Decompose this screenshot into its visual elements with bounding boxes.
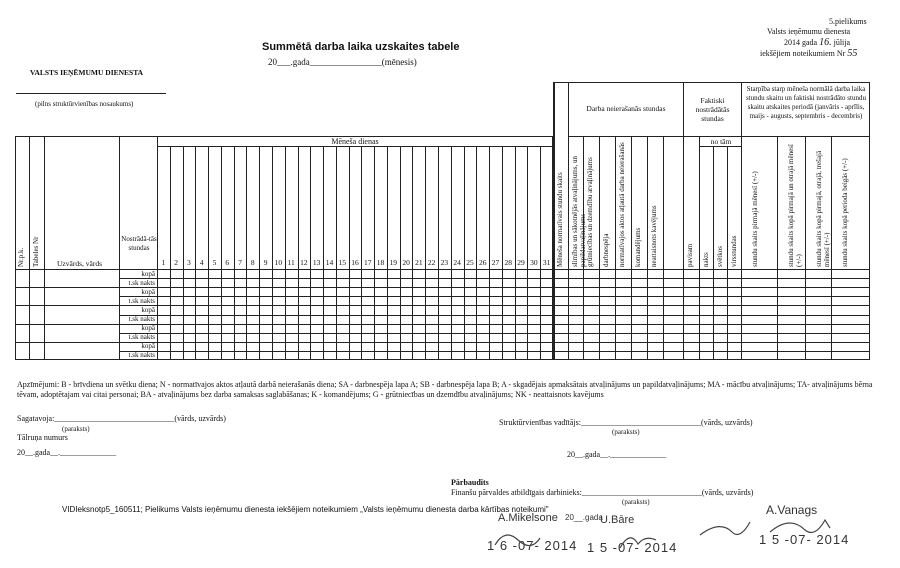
day-col-line bbox=[527, 146, 528, 360]
absent-col-line bbox=[599, 136, 600, 360]
header-actual-col: nakts bbox=[702, 252, 710, 267]
col-line bbox=[157, 136, 158, 360]
fin-name-caption: (vārds, uzvārds) bbox=[701, 488, 754, 497]
fin-label: Finanšu pārvaldes atbildīgais darbinieks: bbox=[451, 488, 582, 497]
header-absent-col: komandējums bbox=[634, 227, 642, 267]
day-number: 17 bbox=[364, 258, 372, 267]
group-line bbox=[741, 82, 742, 360]
actual-col-line bbox=[727, 146, 728, 360]
period-prefix: 20 bbox=[268, 57, 277, 67]
day-number: 8 bbox=[250, 258, 255, 267]
day-col-line bbox=[387, 146, 388, 360]
header-absent-col: darbnespēja bbox=[602, 233, 610, 267]
day-number: 24 bbox=[453, 258, 461, 267]
header-planned: Nostrādā-tās stundas bbox=[121, 235, 157, 252]
col-line bbox=[44, 136, 45, 360]
absent-col-line bbox=[615, 136, 616, 360]
row-line bbox=[119, 278, 870, 279]
row-label: t.sk nakts bbox=[128, 278, 155, 287]
day-col-line bbox=[285, 146, 286, 360]
day-number: 31 bbox=[542, 258, 551, 267]
day-col-line bbox=[438, 146, 439, 360]
day-col-line bbox=[336, 146, 337, 360]
group-line bbox=[568, 82, 569, 360]
row-label: t.sk nakts bbox=[128, 351, 155, 360]
day-col-line bbox=[374, 146, 375, 360]
header-date-handwritten: 16. bbox=[819, 37, 832, 48]
day-number: 23 bbox=[440, 258, 449, 267]
day-number: 3 bbox=[187, 258, 191, 267]
month-days-line bbox=[157, 146, 553, 147]
diff-col-line bbox=[805, 136, 806, 360]
actual-col-line bbox=[699, 136, 700, 360]
header-rule-number: 55 bbox=[847, 48, 858, 59]
day-col-line bbox=[400, 146, 401, 360]
day-number: 21 bbox=[415, 258, 423, 267]
header-line-3 bbox=[760, 48, 857, 59]
verified-label: Pārbaudīts bbox=[451, 478, 489, 487]
period-mid: gada bbox=[292, 57, 310, 67]
legend-text: Apzīmējumi: B - brīvdiena un svētku diena; N - normatīvajos aktos atļautā darbā neierašanās diena; SA - darbnespēja lapa A; SB - darbnespēja lapa B; A - skgadējais apmaksātais atvaļinājums un papildatvaļinājums; MA - mācību atvaļinājums; TA- atvaļinājums bērna tēvam, adoptētajam vai citai personai; BA - atvaļinājums bez darba samaksas saglabāšanas; K - komandējums; G - grūtniecības un dzemdību atvaļinājums; NK - neattaisnots kavējums bbox=[17, 380, 873, 399]
header-norm-col: Mēneša normatīvais stundu skaits bbox=[556, 172, 564, 267]
day-col-line bbox=[298, 146, 299, 360]
day-number: 14 bbox=[325, 258, 334, 267]
day-col-line bbox=[489, 146, 490, 360]
day-number: 26 bbox=[478, 258, 487, 267]
day-col-line bbox=[183, 146, 184, 360]
day-number: 28 bbox=[504, 258, 513, 267]
handwritten-signatures bbox=[470, 510, 890, 565]
header-actual-col: svētkos bbox=[716, 246, 724, 267]
day-number: 20 bbox=[402, 258, 410, 267]
absent-col-line bbox=[631, 136, 632, 360]
header-absent-col: slimības un sākotnējās atvaļinājums, un papildatvaļinājums bbox=[571, 155, 587, 267]
day-number: 30 bbox=[530, 258, 538, 267]
compiled-name-caption: (vārds, uzvārds) bbox=[174, 414, 226, 423]
day-number: 13 bbox=[312, 258, 321, 267]
head-sign: Struktūrvienības vadītājs:______________________________(vārds, uzvārds) bbox=[499, 418, 753, 427]
header-actual-col: pavisam bbox=[686, 243, 694, 267]
head-date-mid: gada bbox=[585, 450, 601, 459]
day-col-line bbox=[540, 146, 541, 360]
day-col-line bbox=[310, 146, 311, 360]
compiled-by: Sagatavoja:______________________________(vārds, uzvārds) bbox=[17, 414, 226, 423]
header-diff-col: stundu skaits kopā pirmajā un otrajā mēnesī (+/-) bbox=[787, 144, 803, 267]
row-line bbox=[119, 315, 870, 316]
timesheet-table bbox=[15, 82, 870, 360]
day-col-line bbox=[323, 146, 324, 360]
header-nr-pk: Nr.p.k. bbox=[17, 247, 25, 267]
day-col-line bbox=[208, 146, 209, 360]
row-label: kopā bbox=[141, 269, 155, 278]
day-number: 18 bbox=[376, 258, 385, 267]
org-name: VALSTS IEŅĒMUMU DIENESTA bbox=[30, 68, 144, 77]
header-month-text: jūlija bbox=[833, 38, 851, 47]
row-label: t.sk nakts bbox=[128, 296, 155, 305]
day-number: 10 bbox=[274, 258, 283, 267]
day-number: 1 bbox=[161, 258, 166, 267]
month-days-header: Mēneša dienas bbox=[331, 137, 379, 146]
stamp-date-1: 1 6 -07- 2014 bbox=[487, 538, 578, 553]
header-diff-group: Starpība starp mēneša normālā darba laika stundu skaitu un faktiski nostrādāto stundu skaitu atskaites periodā (janvāris - aprīlis, maijs - augusts, septembris - decembris) bbox=[746, 85, 866, 120]
day-col-line bbox=[451, 146, 452, 360]
header-name: Uzvārds, vārds bbox=[57, 259, 102, 268]
day-number: 25 bbox=[466, 258, 474, 267]
stamp-name-2: U.Bāre bbox=[600, 514, 635, 526]
row-label: kopā bbox=[141, 287, 155, 296]
day-col-line bbox=[412, 146, 413, 360]
day-number: 11 bbox=[287, 258, 295, 267]
day-col-line bbox=[170, 146, 171, 360]
compiled-date-prefix: 20 bbox=[17, 448, 25, 457]
diff-col-line bbox=[831, 136, 832, 360]
header-tab-nr: Tabeles Nr bbox=[32, 236, 40, 267]
absent-col-line bbox=[663, 136, 664, 360]
unit-label: (pilns struktūrvienības nosaukums) bbox=[35, 100, 134, 108]
head-date: 20__.gada__.______________ bbox=[567, 450, 667, 459]
phone-label: Tālruņa numurs bbox=[17, 433, 68, 442]
of-which-line bbox=[699, 146, 741, 147]
row-line bbox=[119, 333, 870, 334]
header-diff-col: stundu skaits kopā pirmajā, otrajā, trešajā mēnesī (+/-) bbox=[815, 150, 831, 267]
day-number: 22 bbox=[427, 258, 436, 267]
day-col-line bbox=[476, 146, 477, 360]
header-actual-col: virsstundas bbox=[730, 235, 738, 267]
day-number: 6 bbox=[225, 258, 230, 267]
row-label: t.sk nakts bbox=[128, 333, 155, 342]
header-diff-col: stundu skaits kopā perioda beigās (+/-) bbox=[841, 158, 849, 267]
day-col-line bbox=[221, 146, 222, 360]
col-line bbox=[119, 136, 120, 360]
page-title: Summētā darba laika uzskaites tabele bbox=[262, 41, 460, 53]
fin-sign: Finanšu pārvaldes atbildīgais darbinieks:______________________________(vārds, uzvārds) bbox=[451, 488, 754, 497]
row-label: kopā bbox=[141, 342, 155, 351]
day-col-line bbox=[502, 146, 503, 360]
head-name-caption: (vārds, uzvārds) bbox=[701, 418, 753, 427]
day-number: 16 bbox=[351, 258, 359, 267]
header-diff-col: stundu skaits pirmajā mēnesī (+/-) bbox=[751, 171, 759, 267]
head-sig-caption: (paraksts) bbox=[612, 428, 640, 436]
day-col-line bbox=[259, 146, 260, 360]
header-actual-group: Faktiski nostrādātās stundas bbox=[695, 96, 730, 123]
compiled-date-mid: gada bbox=[35, 448, 51, 457]
row-label: kopā bbox=[141, 324, 155, 333]
stamp-date-3: 1 5 -07- 2014 bbox=[759, 532, 850, 547]
period-line: 20___.gada________________(mēnesis) bbox=[268, 57, 417, 67]
day-col-line bbox=[361, 146, 362, 360]
group-line bbox=[683, 82, 684, 360]
compiled-sig-caption: (paraksts) bbox=[62, 425, 90, 433]
day-col-line bbox=[195, 146, 196, 360]
col-line bbox=[29, 136, 30, 360]
day-col-line bbox=[272, 146, 273, 360]
diff-col-line bbox=[777, 136, 778, 360]
day-col-line bbox=[349, 146, 350, 360]
header-line-2 bbox=[784, 37, 850, 48]
row-label: kopā bbox=[141, 305, 155, 314]
header-year-text: 2014 gada bbox=[784, 38, 818, 47]
absent-col-line bbox=[647, 136, 648, 360]
day-col-line bbox=[246, 146, 247, 360]
row-label: t.sk nakts bbox=[128, 315, 155, 323]
day-number: 4 bbox=[199, 258, 204, 267]
day-number: 19 bbox=[389, 258, 398, 267]
day-col-line bbox=[464, 146, 465, 360]
day-number: 15 bbox=[338, 258, 346, 267]
header-line-1: Valsts ieņēmumu dienesta bbox=[767, 27, 851, 36]
header-rules-text: iekšējiem noteikumiem Nr bbox=[760, 49, 846, 58]
day-number: 9 bbox=[263, 258, 268, 267]
head-label: Struktūrvienības vadītājs: bbox=[499, 418, 581, 427]
actual-col-line bbox=[713, 146, 714, 360]
compiled-label: Sagatavoja: bbox=[17, 414, 55, 423]
header-absent-col: neattaisnots kavējums bbox=[650, 205, 658, 267]
stamp-date-field: 20__.gada bbox=[565, 513, 603, 522]
row-line bbox=[119, 296, 870, 297]
header-of-which: no tām bbox=[710, 137, 732, 146]
period-suffix: (mēnesis) bbox=[381, 57, 417, 67]
header-absent-col: grūtniecības un dzemdību atvaļinājums bbox=[586, 157, 594, 267]
header-absent-group: Darba neierašanās stundas bbox=[586, 104, 666, 113]
stamp-date-2: 1 5 -07- 2014 bbox=[587, 540, 678, 555]
head-date-prefix: 20 bbox=[567, 450, 575, 459]
row-line bbox=[119, 351, 870, 352]
day-number: 7 bbox=[238, 258, 242, 267]
compiled-date: 20__.gada__.______________ bbox=[17, 448, 117, 457]
fin-sig-caption: (paraksts) bbox=[622, 498, 650, 506]
appendix-label: 5.pielikums bbox=[829, 17, 867, 26]
day-number: 27 bbox=[491, 258, 500, 267]
day-number: 5 bbox=[212, 258, 217, 267]
day-col-line bbox=[425, 146, 426, 360]
day-number: 2 bbox=[174, 258, 179, 267]
day-number: 12 bbox=[300, 258, 308, 267]
footer-text: VIDIeksnotp5_160511; Pielikums Valsts ieņēmumu dienesta iekšējiem noteikumiem „Valsts ieņēmumu dienesta darba kārtības noteikumi" bbox=[62, 505, 549, 514]
day-col-line bbox=[234, 146, 235, 360]
stamp-name-3: A.Vanags bbox=[766, 503, 818, 517]
day-number: 29 bbox=[517, 258, 525, 267]
day-col-line bbox=[515, 146, 516, 360]
header-absent-col: normatīvajos aktos atļautā darba neierašanās bbox=[618, 142, 626, 267]
stamp-name-1: A.Mikelsone bbox=[498, 512, 558, 524]
